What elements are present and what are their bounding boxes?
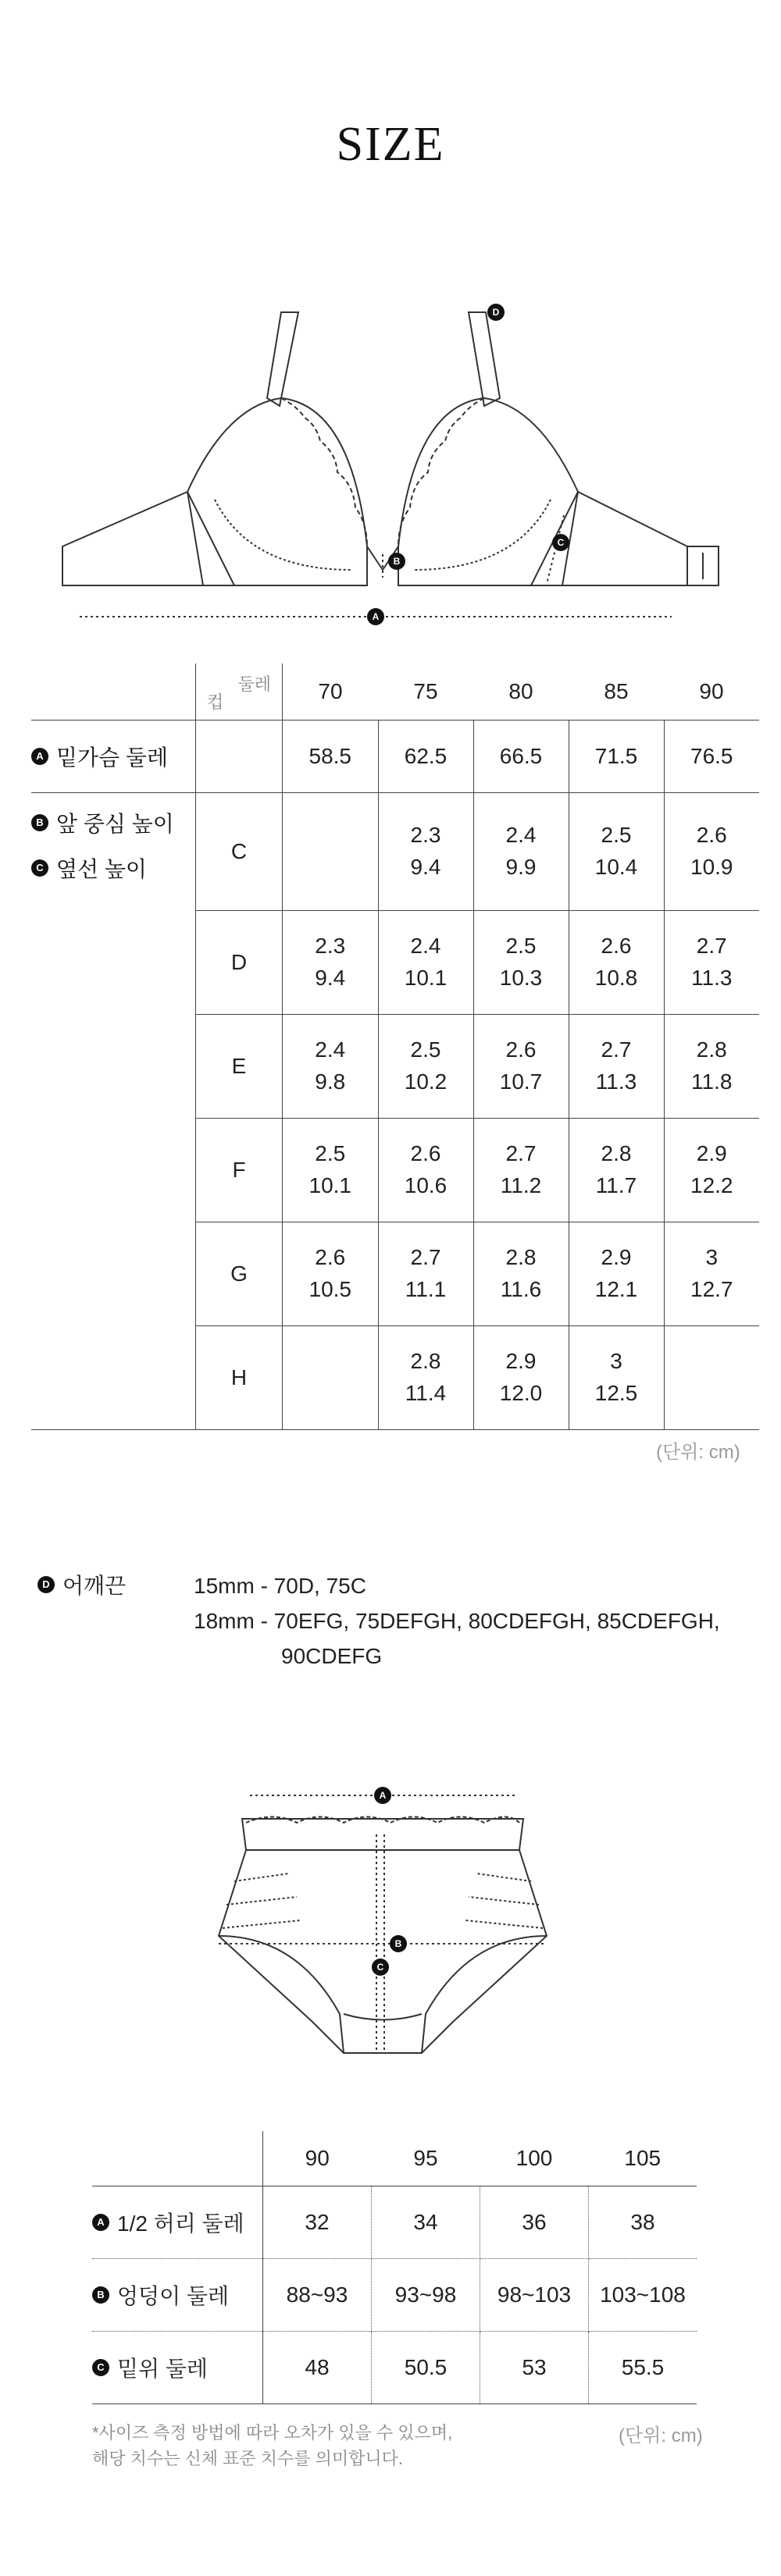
- cell-side: 10.1: [404, 965, 448, 990]
- bra-size-table: [31, 664, 759, 1430]
- cell-center: 2.9: [505, 1348, 537, 1373]
- band-70: 70: [283, 664, 379, 720]
- cell-center: 2.6: [410, 1140, 441, 1165]
- cell-side: 10.4: [594, 854, 638, 879]
- cell-center: 2.6: [601, 933, 632, 958]
- cup-label: G: [196, 1222, 283, 1325]
- cell: [569, 793, 664, 911]
- svg-text:C: C: [557, 537, 565, 548]
- hip-value: 103~108: [589, 2259, 697, 2332]
- underbust-row: [31, 720, 759, 793]
- cell-center: 2.3: [315, 933, 346, 958]
- cell-side: 12.7: [690, 1276, 733, 1301]
- badge-c-icon: C: [92, 2359, 109, 2376]
- panty-diagram: [203, 1780, 578, 2076]
- cup-row: [31, 793, 759, 911]
- bra-unit-note: (단위: cm): [656, 1442, 740, 1463]
- cell-center: 2.6: [315, 1244, 346, 1269]
- cell-center: 2.5: [315, 1140, 346, 1165]
- svg-text:A: A: [372, 611, 380, 622]
- cell-side: 11.7: [595, 1172, 637, 1197]
- cell-side: 11.8: [691, 1069, 733, 1094]
- cell-side: 11.1: [405, 1276, 447, 1301]
- cup-header: 컵: [207, 692, 224, 712]
- cell-center: 2.4: [315, 1037, 346, 1062]
- cell-side: 10.6: [404, 1172, 448, 1197]
- cell: [283, 793, 379, 911]
- cell-center: 2.6: [505, 1037, 537, 1062]
- cell-center: 2.5: [601, 823, 632, 848]
- cell-center: 2.8: [696, 1037, 727, 1062]
- svg-text:B: B: [393, 556, 401, 567]
- band-header: 둘레: [237, 674, 271, 694]
- side-height-label: 옆선 높이: [56, 857, 147, 881]
- cell-side: 10.1: [308, 1172, 351, 1197]
- badge-b-icon: B: [31, 814, 48, 831]
- rise-value: 48: [263, 2332, 372, 2404]
- badge-b-icon: B: [92, 2286, 109, 2304]
- waist-value: 38: [589, 2186, 697, 2259]
- cell-center: 2.3: [410, 823, 441, 848]
- badge-d-icon: D: [37, 1576, 55, 1593]
- cell-center: 2.5: [505, 933, 537, 958]
- cell-side: 9.9: [505, 854, 537, 879]
- strap-label-text: 어깨끈: [62, 1574, 127, 1598]
- cell-center: 2.8: [505, 1244, 537, 1269]
- hip-value: 98~103: [480, 2259, 589, 2332]
- strap-line: 90CDEFG: [281, 1643, 383, 1668]
- waist-value: 34: [372, 2186, 480, 2259]
- band-75: 75: [378, 664, 473, 720]
- cup-label: C: [196, 793, 283, 911]
- underbust-value: 76.5: [664, 720, 759, 793]
- cell-center: 2.9: [696, 1140, 727, 1165]
- cell-side: 12.2: [690, 1172, 733, 1197]
- cup-label: H: [196, 1325, 283, 1429]
- rise-label: 밑위 둘레: [117, 2357, 208, 2381]
- cell-center: 2.4: [410, 933, 441, 958]
- cell-side: 11.4: [405, 1380, 447, 1405]
- waist-row: [92, 2186, 697, 2259]
- svg-text:A: A: [379, 1790, 387, 1801]
- underbust-value: 62.5: [378, 720, 473, 793]
- cell: [378, 793, 473, 911]
- cell: [473, 793, 569, 911]
- underbust-label: 밑가슴 둘레: [56, 745, 169, 770]
- cell-center: 3: [610, 1348, 622, 1373]
- band-90: 90: [664, 664, 759, 720]
- hip-value: 88~93: [263, 2259, 372, 2332]
- cell-center: 2.5: [410, 1037, 441, 1062]
- panty-unit-note: (단위: cm): [619, 2425, 703, 2446]
- cell: [664, 793, 759, 911]
- cell-center: 2.7: [410, 1244, 441, 1269]
- cup-label: E: [196, 1014, 283, 1118]
- cell-side: 11.6: [500, 1276, 542, 1301]
- band-80: 80: [473, 664, 569, 720]
- cell-side: 9.4: [315, 965, 346, 990]
- underbust-value: 66.5: [473, 720, 569, 793]
- svg-text:B: B: [394, 1938, 402, 1949]
- cell-center: 2.6: [696, 823, 727, 848]
- cell-side: 12.5: [594, 1380, 638, 1405]
- page-title: SIZE: [336, 118, 445, 171]
- cup-row: [31, 910, 759, 1014]
- svg-text:D: D: [492, 307, 500, 318]
- bra-diagram: [47, 289, 734, 632]
- hip-row: [92, 2259, 697, 2332]
- underbust-value: 58.5: [283, 720, 379, 793]
- rise-row: [92, 2332, 697, 2404]
- cell-center: 2.8: [410, 1348, 441, 1373]
- note-line: 해당 치수는 신체 표준 치수를 의미합니다.: [92, 2449, 403, 2468]
- measurement-note: [92, 2420, 452, 2471]
- cell-side: 10.9: [690, 854, 733, 879]
- cell-side: 10.2: [404, 1069, 448, 1094]
- cell-side: 9.4: [410, 854, 441, 879]
- cell-center: 2.4: [505, 823, 537, 848]
- cup-row: [31, 1222, 759, 1325]
- cup-row: [31, 1118, 759, 1222]
- cell-center: 2.7: [505, 1140, 537, 1165]
- cell-side: 11.3: [595, 1069, 637, 1094]
- cell-side: 11.3: [691, 965, 733, 990]
- cell-center: 2.9: [601, 1244, 632, 1269]
- cup-label: F: [196, 1118, 283, 1222]
- size-100: 100: [480, 2131, 589, 2186]
- rise-value: 55.5: [589, 2332, 697, 2404]
- size-95: 95: [372, 2131, 480, 2186]
- note-line: *사이즈 측정 방법에 따라 오차가 있을 수 있으며,: [92, 2423, 453, 2443]
- strap-size-list: [194, 1569, 720, 1674]
- badge-a-icon: A: [92, 2214, 109, 2231]
- hip-label: 엉덩이 둘레: [117, 2284, 230, 2308]
- cell-side: 10.8: [594, 965, 638, 990]
- center-height-label: 앞 중심 높이: [56, 812, 174, 836]
- panty-size-table: [92, 2131, 697, 2404]
- waist-value: 32: [263, 2186, 372, 2259]
- waist-value: 36: [480, 2186, 589, 2259]
- rise-value: 50.5: [372, 2332, 480, 2404]
- cell-side: 12.0: [499, 1380, 543, 1405]
- cup-row: [31, 1014, 759, 1118]
- strap-line: 18mm - 70EFG, 75DEFGH, 80CDEFGH, 85CDEFGH,: [194, 1608, 720, 1633]
- cup-row: [31, 1325, 759, 1429]
- rise-value: 53: [480, 2332, 589, 2404]
- cell-side: 10.7: [499, 1069, 543, 1094]
- badge-c-icon: C: [31, 859, 48, 877]
- cell-side: 10.5: [308, 1276, 351, 1301]
- waist-label: 1/2 허리 둘레: [117, 2211, 244, 2236]
- size-90: 90: [263, 2131, 372, 2186]
- underbust-value: 71.5: [569, 720, 664, 793]
- strap-line: 15mm - 70D, 75C: [194, 1574, 366, 1598]
- cup-label: D: [196, 910, 283, 1014]
- hip-value: 93~98: [372, 2259, 480, 2332]
- cell-center: 3: [705, 1244, 719, 1269]
- svg-text:C: C: [376, 1962, 384, 1973]
- size-105: 105: [589, 2131, 697, 2186]
- strap-label: [37, 1569, 126, 1600]
- cell-side: 11.2: [500, 1172, 542, 1197]
- cell-side: 9.8: [315, 1069, 346, 1094]
- badge-a-icon: A: [31, 748, 48, 765]
- cell-side: 10.3: [499, 965, 543, 990]
- band-85: 85: [569, 664, 664, 720]
- cell-center: 2.8: [601, 1140, 632, 1165]
- cell-center: 2.7: [696, 933, 727, 958]
- cell-side: 12.1: [594, 1276, 638, 1301]
- cell-center: 2.7: [601, 1037, 632, 1062]
